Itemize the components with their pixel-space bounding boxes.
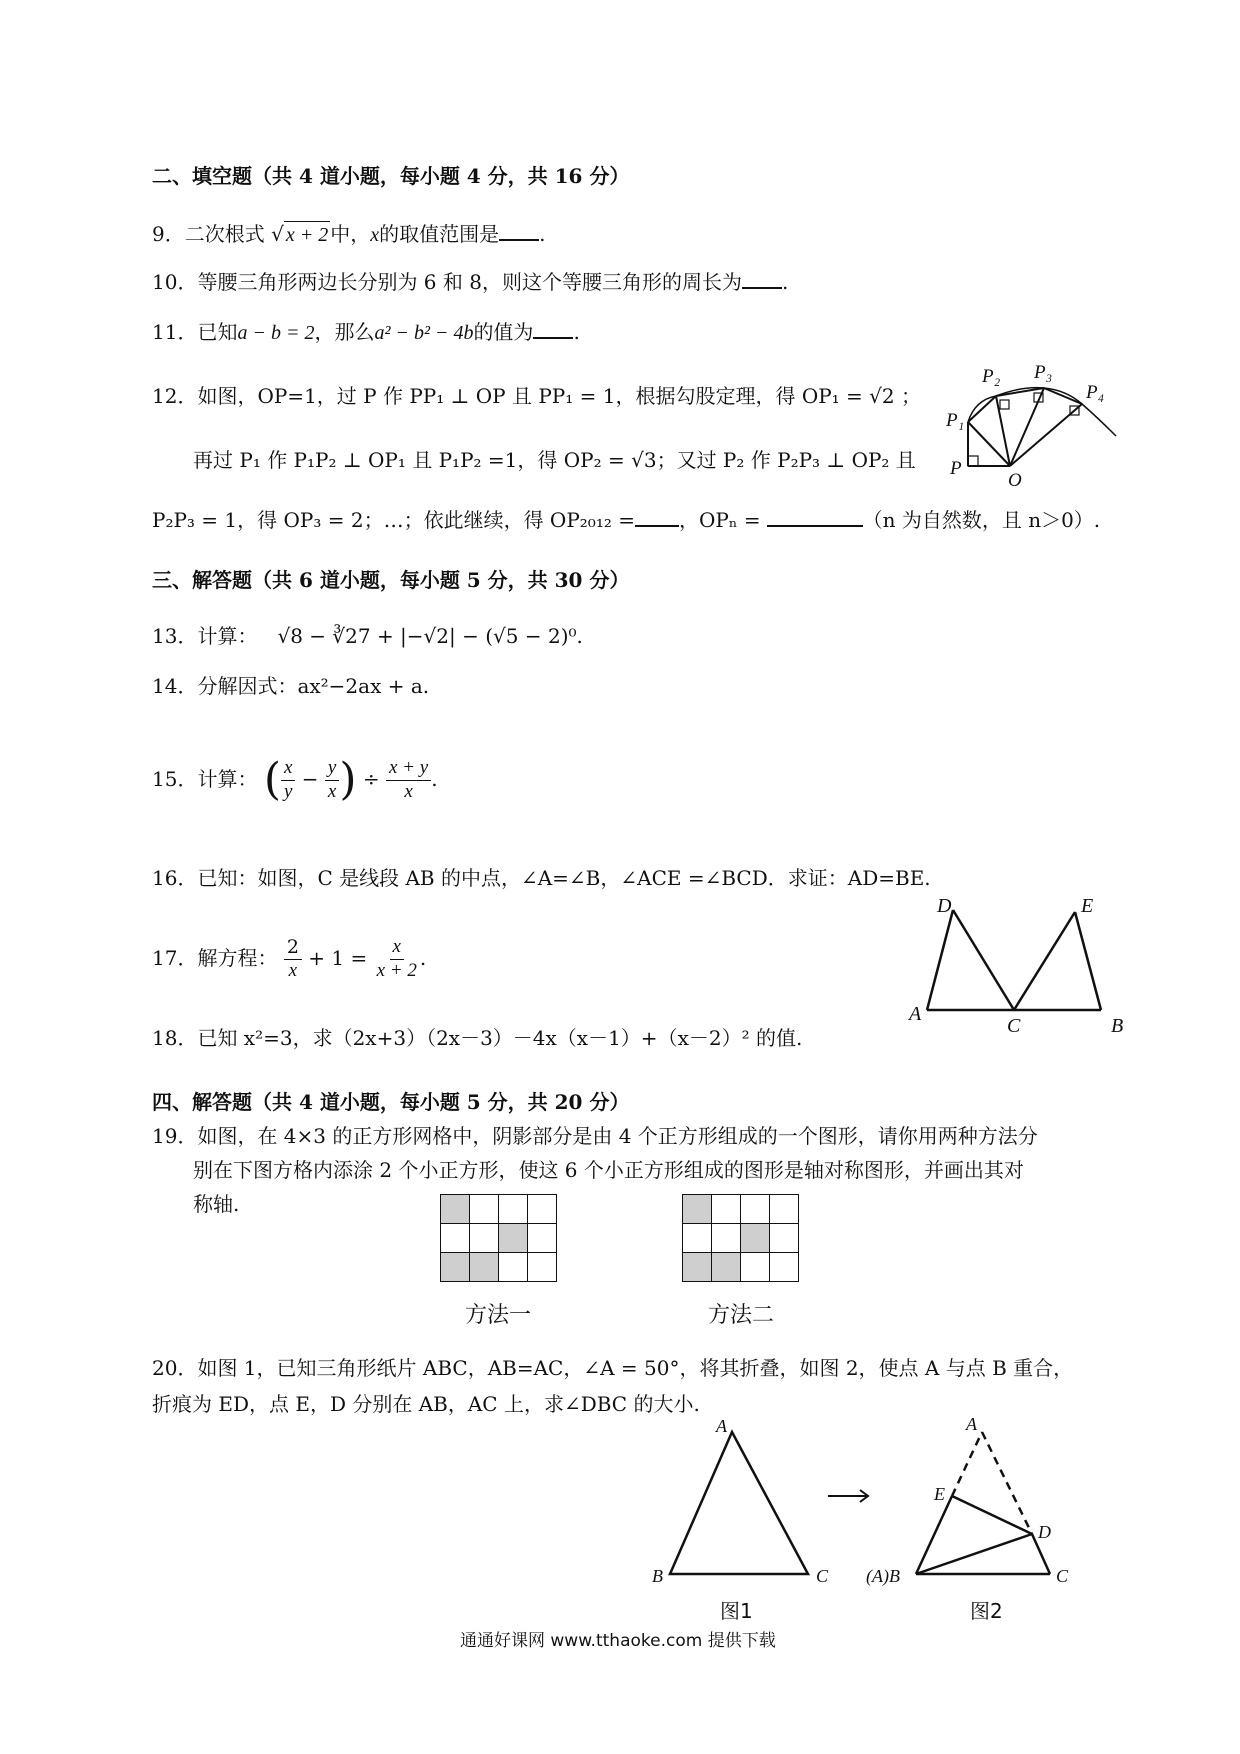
grid-cell[interactable]	[770, 1195, 799, 1224]
question-14: 14．分解因式：ax²−2ax + a.	[152, 674, 430, 698]
label-e-fig2: E	[934, 1484, 945, 1504]
dashed-ae-fig2	[952, 1432, 982, 1496]
label-ab-fig2: (A)B	[866, 1566, 900, 1586]
grid-method-1	[440, 1194, 557, 1282]
grid-cell[interactable]	[712, 1195, 741, 1224]
segment-dc	[953, 910, 1014, 1010]
question-20-line-1: 20．如图 1，已知三角形纸片 ABC，AB=AC，∠A = 50°，将其折叠，如图 2，使点 A 与点 B 重合，	[152, 1356, 1074, 1380]
answer-blank[interactable]	[635, 511, 679, 527]
question-10: 10．等腰三角形两边长分别为 6 和 8，则这个等腰三角形的周长为 .	[152, 270, 789, 294]
label-b: B	[1111, 1015, 1124, 1037]
segment-op3	[1010, 388, 1044, 466]
grid-method-2	[682, 1194, 799, 1282]
segment-ad	[927, 910, 953, 1010]
label-e: E	[1081, 895, 1094, 917]
dashed-ad-fig2	[982, 1432, 1032, 1534]
grid-cell-shaded[interactable]	[441, 1195, 470, 1224]
label-d-fig2: D	[1038, 1522, 1051, 1542]
grid-cell[interactable]	[741, 1253, 770, 1282]
question-15: 15．计算： ( $\frac{x}{y}$ − $\frac{y}{x}$ ) ÷ $\frac{x + y}{x}$ .	[152, 754, 438, 805]
grid-cell[interactable]	[528, 1253, 557, 1282]
label-p1: P₁	[946, 410, 965, 431]
right-angle-mark	[968, 456, 978, 466]
grid-cell[interactable]	[470, 1195, 499, 1224]
label-a-fig1: A	[716, 1416, 727, 1436]
figure-q16	[905, 890, 1145, 1040]
section-title-solve-2: 四、解答题（共 4 道小题，每小题 5 分，共 20 分）	[152, 1090, 630, 1114]
grid-cell[interactable]	[528, 1195, 557, 1224]
answer-blank[interactable]	[533, 323, 573, 339]
label-c-fig2: C	[1056, 1566, 1069, 1586]
caption-method-2: 方法二	[708, 1303, 775, 1328]
label-b-fig1: B	[652, 1566, 663, 1586]
question-20-line-2: 折痕为 ED，点 E，D 分别在 AB，AC 上，求∠DBC 的大小.	[152, 1392, 700, 1416]
grid-cell[interactable]	[470, 1224, 499, 1253]
label-o: O	[1008, 470, 1022, 490]
grid-cell-shaded[interactable]	[470, 1253, 499, 1282]
question-12-line-3: P₂P₃ = 1，得 OP₃ = 2；…；依此继续，得 OP₂₀₁₂ = ，OPₙ = （n 为自然数，且 n＞0）.	[152, 508, 1101, 532]
footer-source: 通通好课网 www.tthaoke.com 提供下载	[460, 1631, 776, 1651]
segment-ce	[1014, 912, 1075, 1010]
section-title-solve-1: 三、解答题（共 6 道小题，每小题 5 分，共 30 分）	[152, 568, 630, 592]
grid-cell[interactable]	[499, 1253, 528, 1282]
segment-eb	[1075, 912, 1101, 1010]
label-d: D	[937, 895, 952, 917]
caption-figure-1: 图1	[720, 1599, 753, 1623]
label-p4: P₄	[1086, 382, 1105, 403]
grid-cell[interactable]	[712, 1224, 741, 1253]
label-c: C	[1007, 1015, 1021, 1037]
caption-method-1: 方法一	[465, 1303, 532, 1328]
label-p3: P₃	[1034, 362, 1053, 383]
section-title-fill-in: 二、填空题（共 4 道小题，每小题 4 分，共 16 分）	[152, 164, 630, 188]
segment-p1p2	[968, 396, 996, 422]
grid-cell-shaded[interactable]	[683, 1253, 712, 1282]
grid-cell[interactable]	[741, 1195, 770, 1224]
grid-cell-shaded[interactable]	[499, 1224, 528, 1253]
question-12-line-1: 12．如图，OP=1，过 P 作 PP₁ ⊥ OP 且 PP₁ = 1，根据勾股定理，得 OP₁ = √2 ；	[152, 384, 921, 408]
grid-cell[interactable]	[441, 1224, 470, 1253]
right-angle-mark	[1000, 400, 1009, 409]
grid-cell-shaded[interactable]	[712, 1253, 741, 1282]
question-19-line-1: 19．如图，在 4×3 的正方形网格中，阴影部分是由 4 个正方形组成的一个图形，请你用两种方法分	[152, 1124, 1038, 1148]
segment-op4	[1010, 404, 1082, 466]
triangle-abc-fig1	[670, 1432, 808, 1574]
label-p2: P₂	[982, 366, 1001, 387]
question-9: 9．二次根式 √ x + 2 中，x的取值范围是 .	[152, 222, 546, 246]
grid-cell-shaded[interactable]	[441, 1253, 470, 1282]
question-13: 13．计算： √8 − ∛27 + |−√2| − (√5 − 2)⁰.	[152, 624, 583, 648]
grid-cell[interactable]	[528, 1224, 557, 1253]
segment-bd-fig2	[916, 1534, 1032, 1574]
grid-cell-shaded[interactable]	[683, 1195, 712, 1224]
caption-figure-2: 图2	[970, 1599, 1003, 1623]
answer-blank[interactable]	[742, 273, 782, 289]
grid-cell[interactable]	[770, 1253, 799, 1282]
grid-cell[interactable]	[770, 1224, 799, 1253]
figure-q12	[930, 360, 1150, 490]
question-16: 16．已知：如图，C 是线段 AB 的中点，∠A=∠B，∠ACE =∠BCD．求证：AD=BE.	[152, 866, 931, 890]
segment-p3p4	[1044, 388, 1082, 404]
question-18: 18．已知 x²=3，求（2x+3）（2x－3）－4x（x－1）+（x－2）² 的值.	[152, 1026, 803, 1050]
question-12-line-2: 再过 P₁ 作 P₁P₂ ⊥ OP₁ 且 P₁P₂ =1，得 OP₂ = √3；又过 P₂ 作 P₂P₃ ⊥ OP₂ 且	[193, 448, 916, 472]
label-c-fig1: C	[816, 1566, 829, 1586]
question-17: 17．解方程： $\frac{2}{x}$ + 1 = $\frac{x}{x + 2}$ .	[152, 936, 427, 981]
label-a: A	[909, 1003, 922, 1025]
grid-cell[interactable]	[683, 1224, 712, 1253]
answer-blank[interactable]	[499, 225, 539, 241]
figure-q20	[640, 1410, 1120, 1626]
radical-expression: √ x + 2	[271, 222, 329, 246]
question-11: 11．已知a − b = 2，那么a² − b² − 4b的值为 .	[152, 320, 580, 344]
grid-cell[interactable]	[499, 1195, 528, 1224]
segment-op1	[968, 422, 1010, 466]
label-p: P	[950, 458, 962, 479]
grid-cell-shaded[interactable]	[741, 1224, 770, 1253]
answer-blank[interactable]	[767, 511, 863, 527]
question-19-line-3: 称轴.	[193, 1192, 240, 1216]
segment-ed-fig2	[952, 1496, 1032, 1534]
question-19-line-2: 别在下图方格内添涂 2 个小正方形，使这 6 个小正方形组成的图形是轴对称图形，并画出其对	[193, 1158, 1024, 1182]
label-a-fig2: A	[966, 1414, 977, 1434]
segment-op2	[996, 396, 1010, 466]
